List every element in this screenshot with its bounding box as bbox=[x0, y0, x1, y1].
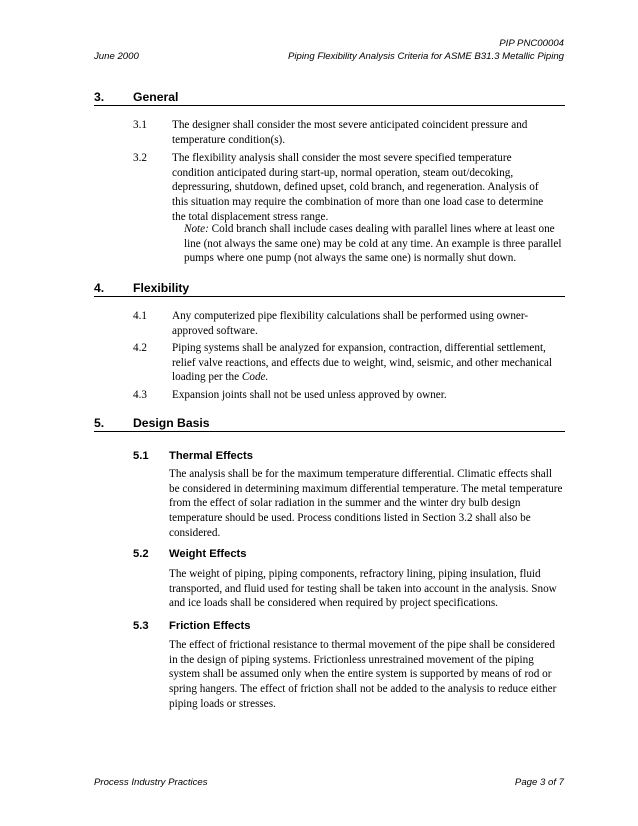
item-text: Any computerized pipe flexibility calculations shall be performed using owner-approved software. bbox=[172, 310, 529, 337]
section-title: Design Basis bbox=[133, 416, 210, 430]
subsection-title: Friction Effects bbox=[169, 620, 251, 632]
note-paragraph bbox=[184, 222, 566, 266]
subsection-title: Weight Effects bbox=[169, 548, 247, 560]
item-text: The flexibility analysis shall consider the most severe specified temperature condition anticipated during start-up, normal operation, steam out/decoking, depressuring, shutdown, defined upset, cold branch, and regeneration. Analysis of this situation may require the combination of more than one load case to determine the total displacement stress range. bbox=[172, 152, 544, 223]
item-text bbox=[172, 341, 572, 385]
item-number: 3.2 bbox=[133, 152, 147, 164]
subsection-number: 5.1 bbox=[133, 450, 149, 462]
code-reference: Code. bbox=[241, 371, 269, 384]
item-number: 4.1 bbox=[133, 310, 147, 322]
subsection-paragraph: The analysis shall be for the maximum temperature differential. Climatic effects shall be considered in determining maximum differential temperature. The metal temperature from the effect of solar radiation in the summer and the winter dry bulb design temperature should be used. Process conditions listed in Section 3.2 shall also be considered. bbox=[169, 468, 563, 539]
footer-organization: Process Industry Practices bbox=[94, 777, 208, 788]
subsection-paragraph: The effect of frictional resistance to thermal movement of the pipe shall be considered in the design of piping systems. Frictionless unrestrained movement of the piping system shall be assumed only when the entire system is supported by means of rod or spring hangers. The effect of friction shall not be added to the analysis to reduce either piping loads or stresses. bbox=[169, 639, 557, 710]
section-number: 3. bbox=[94, 90, 105, 104]
item-number: 4.2 bbox=[133, 342, 147, 354]
section-number: 5. bbox=[94, 416, 105, 430]
item-number: 4.3 bbox=[133, 389, 147, 401]
note-text: Cold branch shall include cases dealing with parallel lines where at least one line (not always the same one) may be cold at any time. An example is three parallel pumps where one pump (not always the same one) is normally shut down. bbox=[184, 223, 562, 265]
item-number: 3.1 bbox=[133, 119, 147, 131]
document-date: June 2000 bbox=[94, 51, 139, 62]
page-number: Page 3 of 7 bbox=[514, 777, 564, 788]
note-label: Note: bbox=[184, 223, 209, 235]
section-title: Flexibility bbox=[133, 281, 190, 295]
section-number: 4. bbox=[94, 281, 105, 295]
item-text: Expansion joints shall not be used unless approved by owner. bbox=[172, 389, 447, 401]
subsection-paragraph: The weight of piping, piping components, refractory lining, piping insulation, fluid transported, and fluid used for testing shall be taken into account in the analysis. Snow and ice loads shall be considered when required by project specifications. bbox=[169, 568, 557, 610]
item-text-main: Piping systems shall be analyzed for expansion, contraction, differential settlement, relief valve reactions, and effects due to weight, wind, seismic, and other mechanical loading per the bbox=[172, 342, 553, 384]
document-title: Piping Flexibility Analysis Criteria for ASME B31.3 Metallic Piping bbox=[287, 51, 564, 62]
section-heading-flexibility bbox=[94, 282, 565, 297]
section-title: General bbox=[133, 90, 179, 104]
subsection-number: 5.2 bbox=[133, 548, 149, 560]
subsection-number: 5.3 bbox=[133, 620, 149, 632]
subsection-title: Thermal Effects bbox=[169, 450, 253, 462]
section-heading-general bbox=[94, 91, 565, 106]
document-id: PIP PNC00004 bbox=[499, 38, 564, 49]
item-text: The designer shall consider the most severe anticipated coincident pressure and temperature condition(s). bbox=[172, 119, 528, 146]
section-heading-design-basis bbox=[94, 417, 565, 432]
